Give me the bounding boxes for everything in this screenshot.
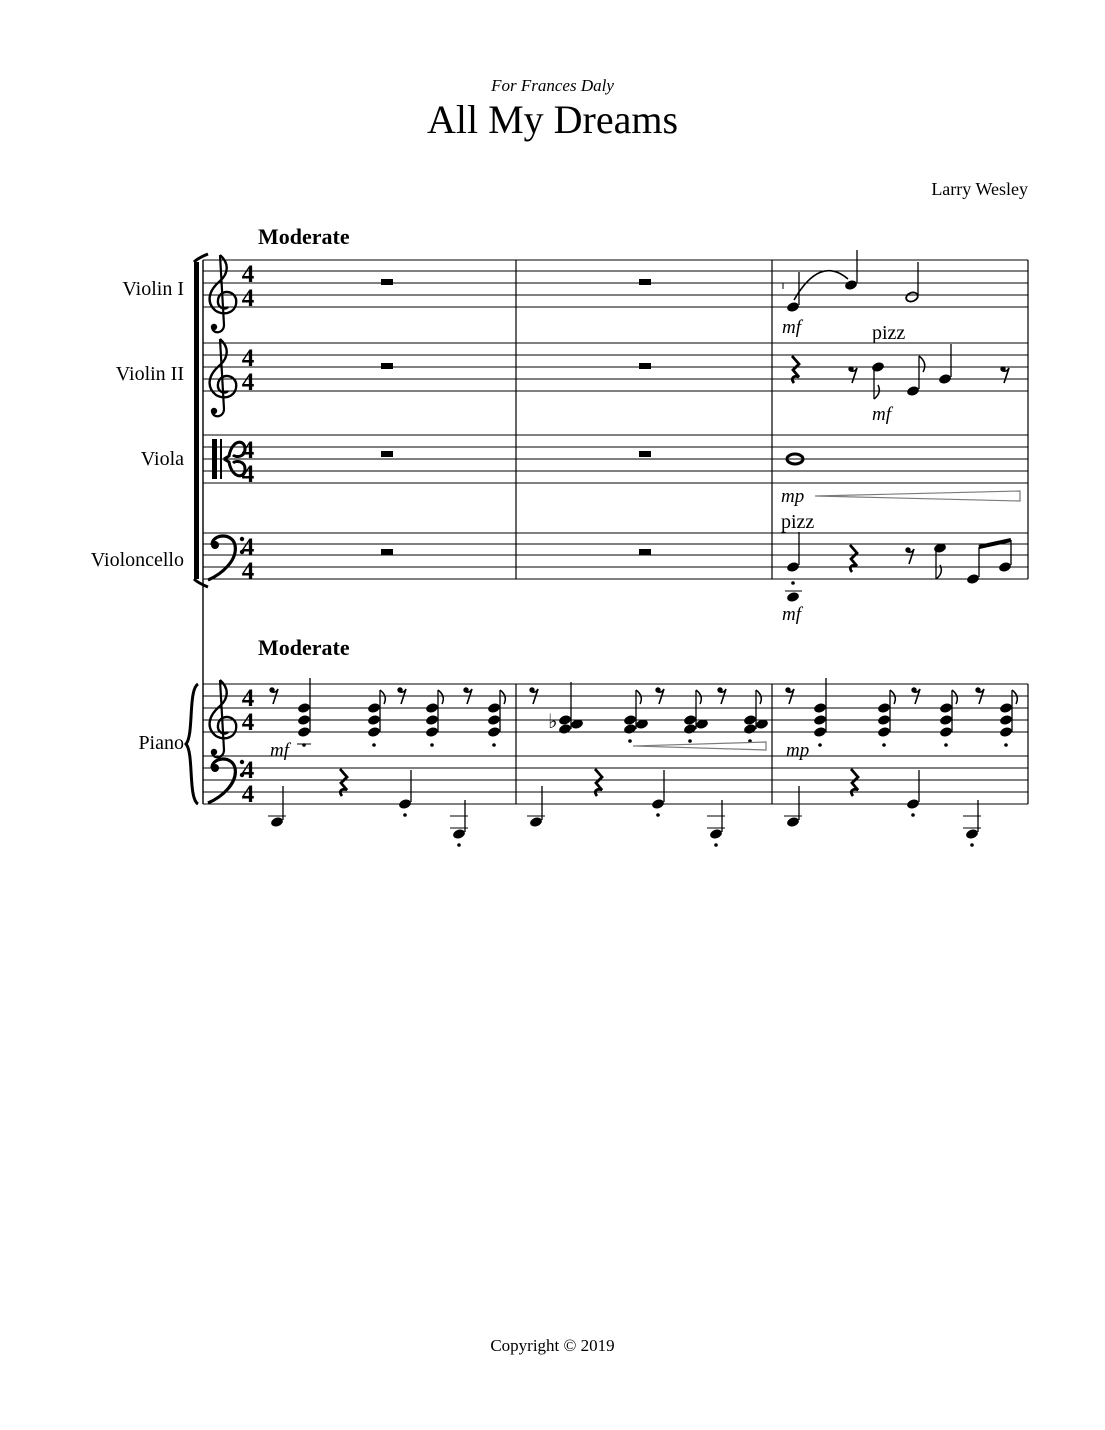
- instrument-label-cello: Violoncello: [90, 549, 184, 571]
- cello-measure3: [785, 532, 1012, 603]
- system-brackets: [186, 254, 208, 804]
- instrument-label-violin2: Violin II: [115, 363, 184, 385]
- svg-text:♭: ♭: [548, 709, 558, 733]
- svg-text:4: 4: [241, 285, 255, 312]
- svg-text:4: 4: [241, 685, 255, 712]
- piano-left-hand: [268, 769, 981, 847]
- viola-measure3: [787, 454, 1020, 501]
- instrument-label-violin1: Violin I: [122, 278, 184, 300]
- cello-dynamic: mf: [782, 604, 801, 625]
- instrument-label-viola: Viola: [140, 448, 184, 470]
- viola-technique: pizz: [781, 511, 815, 533]
- svg-text:4: 4: [241, 781, 255, 808]
- treble-clef-violin2: [210, 339, 237, 416]
- piano-lh-measure2: [527, 769, 725, 847]
- piano-lh-measure3: [784, 769, 981, 847]
- viola-dynamic: mp: [781, 486, 805, 507]
- svg-text:4: 4: [241, 757, 255, 784]
- piano-rh-measure2: [529, 682, 769, 750]
- svg-text:4: 4: [241, 345, 255, 372]
- tempo-mark-piano: Moderate: [258, 635, 350, 660]
- violin1-measure3: [783, 250, 919, 313]
- piano-dynamic-m1: mf: [270, 740, 289, 761]
- svg-text:4: 4: [241, 369, 255, 396]
- piano-right-hand: [269, 678, 1017, 750]
- barlines: [516, 260, 1028, 804]
- violin1-dynamic: mf: [782, 317, 801, 338]
- instrument-label-piano: Piano: [138, 732, 184, 754]
- tempo-mark-strings: Moderate: [258, 224, 350, 249]
- score-markings: [270, 317, 905, 761]
- violin1-technique: pizz: [872, 322, 906, 344]
- piano-rh-measure1: [269, 678, 505, 747]
- svg-text:4: 4: [241, 261, 255, 288]
- piano-rh-measure3: [785, 678, 1017, 747]
- svg-text:4: 4: [241, 461, 255, 488]
- svg-text:4: 4: [241, 558, 255, 585]
- composer-name: Larry Wesley: [931, 179, 1028, 199]
- copyright-notice: Copyright © 2019: [490, 1336, 615, 1355]
- piece-title: All My Dreams: [426, 97, 679, 142]
- clefs: [208, 255, 245, 803]
- bass-clef-cello: [208, 536, 244, 580]
- dedication: For Frances Daly: [491, 76, 614, 95]
- piano-dynamic-m3: mp: [786, 740, 810, 761]
- treble-clef-violin1: [210, 255, 237, 332]
- svg-text:4: 4: [241, 709, 255, 736]
- svg-text:4: 4: [241, 534, 255, 561]
- piano-lh-measure1: [268, 769, 468, 847]
- treble-clef-piano: [210, 680, 237, 757]
- svg-text:4: 4: [241, 437, 255, 464]
- bass-clef-piano: [208, 759, 244, 803]
- violin2-dynamic: mf: [872, 404, 891, 425]
